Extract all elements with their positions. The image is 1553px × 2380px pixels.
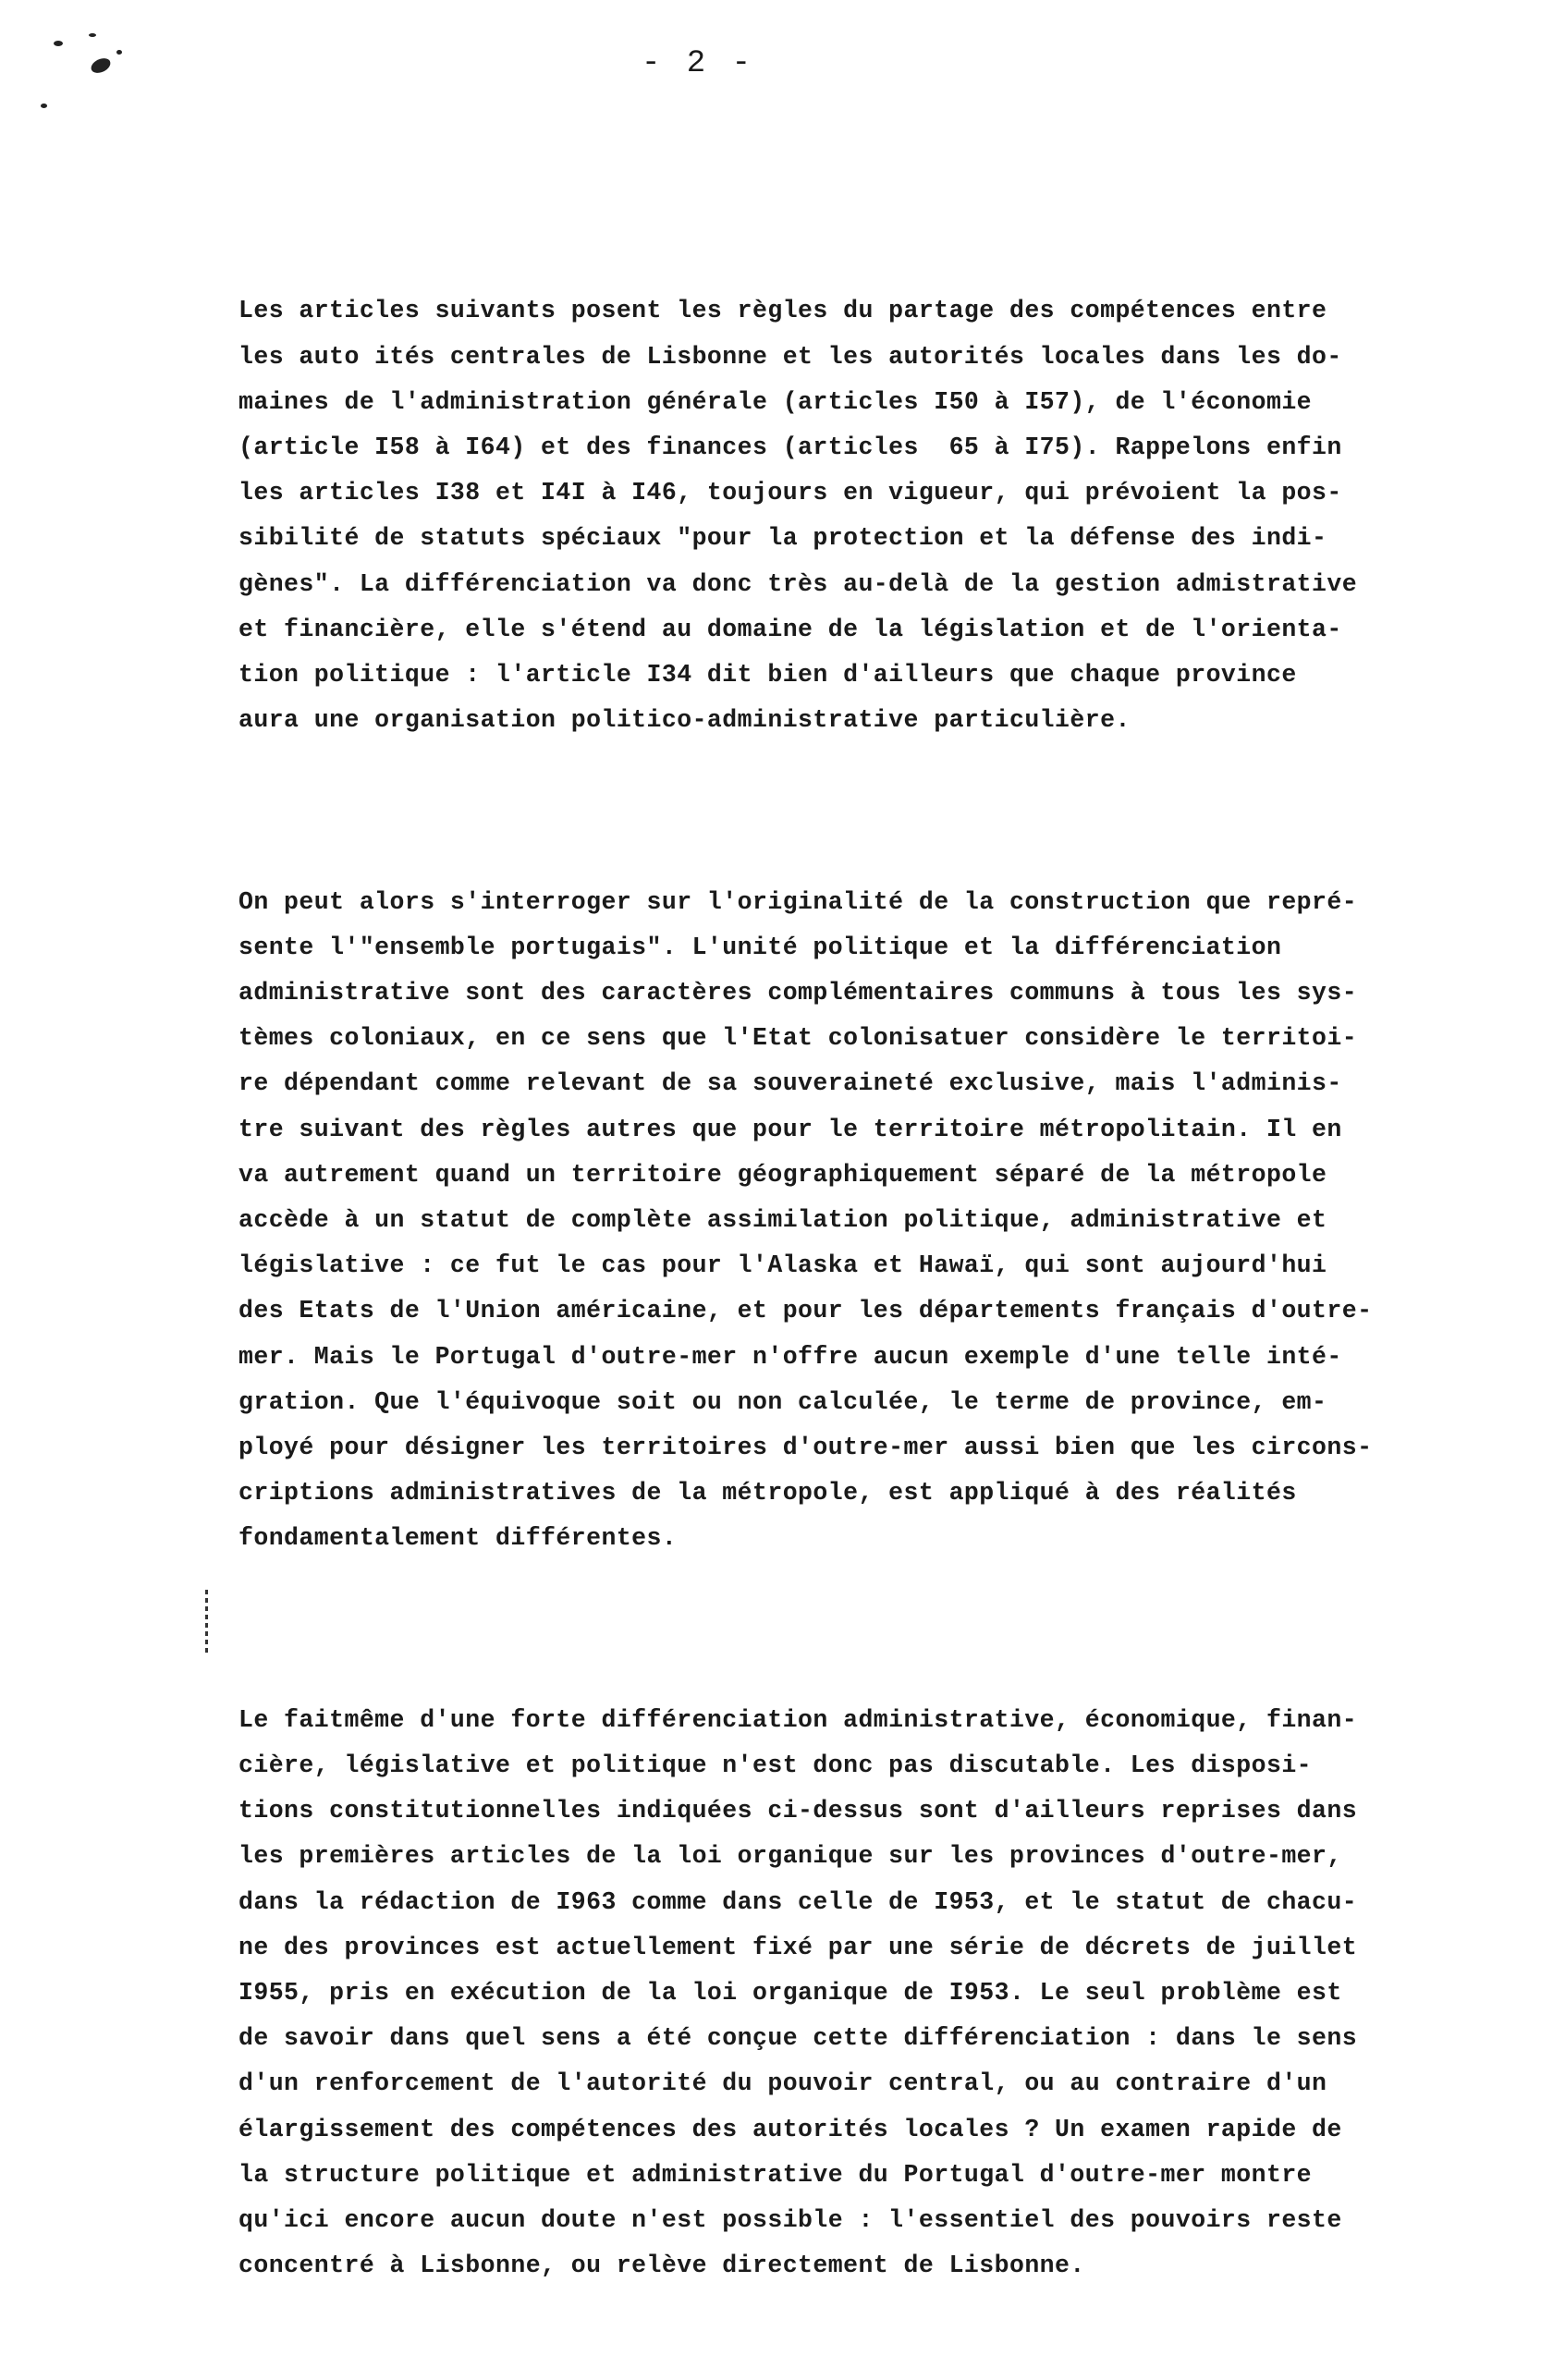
document-body <box>238 198 1523 2380</box>
text-line: les auto ités centrales de Lisbonne et les autorités locales dans les do- <box>238 342 1342 371</box>
text-line: Les articles suivants posent les règles du partage des compétences entre <box>238 297 1327 325</box>
text-line: tre suivant des règles autres que pour le territoire métropolitain. Il en <box>238 1115 1342 1143</box>
text-line: concentré à Lisbonne, ou relève directement de Lisbonne. <box>238 2252 1085 2280</box>
text-line: élargissement des compétences des autorités locales ? Un examen rapide de <box>238 2115 1342 2143</box>
text-line: I955, pris en exécution de la loi organique de I953. Le seul problème est <box>238 1979 1342 2008</box>
text-line: ne des provinces est actuellement fixé par une série de décrets de juillet <box>238 1933 1358 1961</box>
text-line: législative : ce fut le cas pour l'Alaska et Hawaï, qui sont aujourd'hui <box>238 1251 1327 1280</box>
text-line: des Etats de l'Union américaine, et pour les départements français d'outre- <box>238 1297 1373 1325</box>
text-line: tions constitutionnelles indiquées ci-dessus sont d'ailleurs reprises dans <box>238 1797 1358 1825</box>
text-line: accède à un statut de complète assimilation politique, administrative et <box>238 1206 1327 1234</box>
text-line: aura une organisation politico-administrative particulière. <box>238 706 1131 735</box>
text-line: tion politique : l'article I34 dit bien d'ailleurs que chaque province <box>238 660 1297 689</box>
text-line: qu'ici encore aucun doute n'est possible : l'essentiel des pouvoirs reste <box>238 2205 1342 2234</box>
text-line: Le faitmême d'une forte différenciation administrative, économique, finan- <box>238 1705 1358 1734</box>
page-number: - 2 - <box>641 46 755 81</box>
text-line: d'un renforcement de l'autorité du pouvoir central, ou au contraire d'un <box>238 2069 1327 2098</box>
text-line: gènes". La différenciation va donc très au-delà de la gestion admistrative <box>238 569 1358 598</box>
text-line: re dépendant comme relevant de sa souveraineté exclusive, mais l'adminis- <box>238 1069 1342 1098</box>
text-line: On peut alors s'interroger sur l'originalité de la construction que repré- <box>238 887 1358 916</box>
text-line: la structure politique et administrative du Portugal d'outre-mer montre <box>238 2160 1313 2189</box>
paragraph <box>238 880 1523 1562</box>
text-line: (article I58 à I64) et des finances (articles 65 à I75). Rappelons enfin <box>238 433 1342 461</box>
ink-speck <box>89 33 96 37</box>
text-line: mer. Mais le Portugal d'outre-mer n'offre aucun exemple d'une telle inté- <box>238 1342 1342 1371</box>
text-line: tèmes coloniaux, en ce sens que l'Etat colonisatuer considère le territoi- <box>238 1024 1358 1053</box>
text-line: sibilité de statuts spéciaux "pour la protection et la défense des indi- <box>238 524 1327 553</box>
text-line: gration. Que l'équivoque soit ou non calculée, le terme de province, em- <box>238 1387 1327 1416</box>
text-line: administrative sont des caractères complémentaires communs à tous les sys- <box>238 979 1358 1007</box>
text-line: les premières articles de la loi organique sur les provinces d'outre-mer, <box>238 1842 1342 1871</box>
text-line: va autrement quand un territoire géographiquement séparé de la métropole <box>238 1160 1327 1189</box>
text-line: et financière, elle s'étend au domaine de la législation et de l'orienta- <box>238 615 1342 643</box>
text-line: sente l'"ensemble portugais". L'unité politique et la différenciation <box>238 933 1282 961</box>
paragraph <box>238 288 1523 743</box>
margin-annotation-mark <box>205 1590 208 1656</box>
ink-speck <box>41 104 47 108</box>
paragraph <box>238 1698 1523 2288</box>
text-line: criptions administratives de la métropole, est appliqué à des réalités <box>238 1479 1297 1507</box>
text-line: les articles I38 et I4I à I46, toujours en vigueur, qui prévoient la pos- <box>238 479 1342 507</box>
text-line: maines de l'administration générale (articles I50 à I57), de l'économie <box>238 387 1313 416</box>
text-line: cière, législative et politique n'est donc pas discutable. Les disposi- <box>238 1751 1313 1780</box>
text-line: dans la rédaction de I963 comme dans celle de I953, et le statut de chacu- <box>238 1887 1358 1916</box>
text-line: fondamentalement différentes. <box>238 1524 678 1553</box>
text-line: de savoir dans quel sens a été conçue cette différenciation : dans le sens <box>238 2024 1358 2053</box>
text-line: ployé pour désigner les territoires d'outre-mer aussi bien que les circons- <box>238 1433 1373 1461</box>
